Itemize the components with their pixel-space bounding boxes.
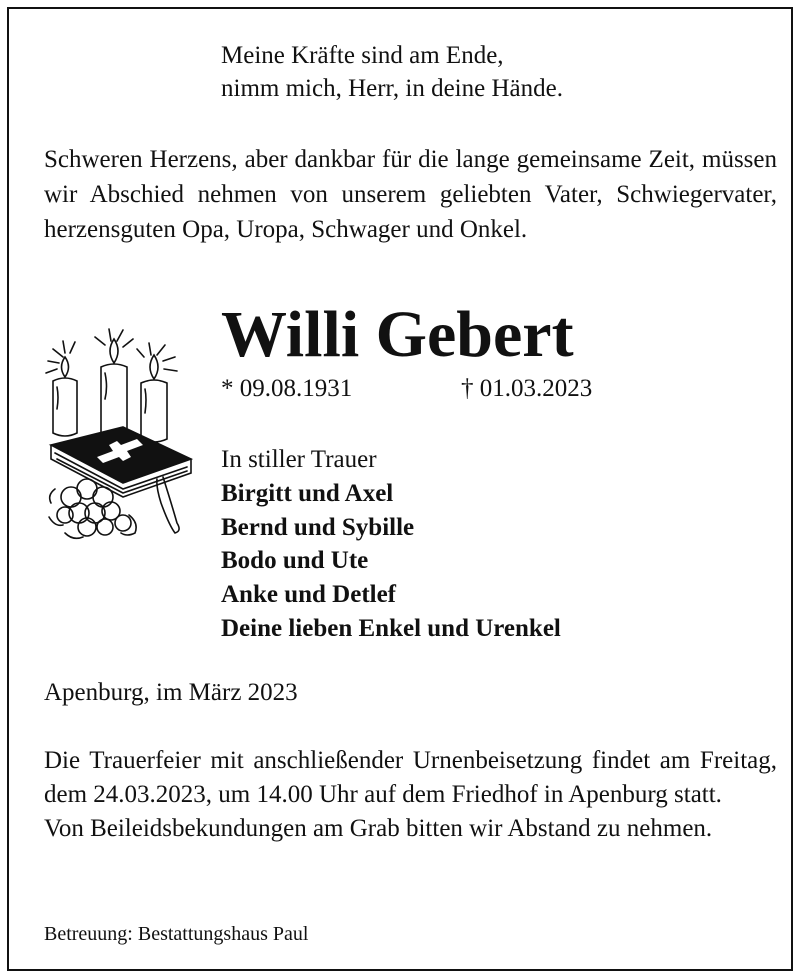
mourner-name: Bernd und Sybille <box>221 513 415 541</box>
verse <box>221 39 563 105</box>
death-date: † 01.03.2023 <box>461 375 593 402</box>
service-paragraph: Die Trauerfeier mit anschließender Urnenbeisetzung findet am Freitag, dem 24.03.2023, um 14.00 Uhr auf dem Friedhof in Apenburg statt. <box>44 747 777 808</box>
mourner-name: Anke und Detlef <box>221 581 397 609</box>
service-info <box>44 744 777 846</box>
intro-text: Schweren Herzens, aber dankbar für die lange gemeinsame Zeit, müssen wir Abschied nehmen von unserem geliebten Vater, Schwiegervater, herzensguten Opa, Uropa, Schwager und Onkel. <box>44 146 777 243</box>
mourner-name: Bodo und Ute <box>221 547 369 575</box>
candles-bible-cross-flowers-icon <box>43 327 203 543</box>
flame-icon <box>110 339 118 363</box>
mourner-name: Birgitt und Axel <box>221 479 394 507</box>
flowers-icon <box>49 479 136 538</box>
deceased-name: Willi Gebert <box>221 298 574 371</box>
verse-line-2: nimm mich, Herr, in deine Hände. <box>221 75 563 102</box>
funeral-home-credit: Betreuung: Bestattungshaus Paul <box>44 923 309 945</box>
verse-line-1: Meine Kräfte sind am Ende, <box>221 42 504 69</box>
bookmark-ribbon-icon <box>157 477 179 533</box>
place-date: Apenburg, im März 2023 <box>44 679 298 706</box>
condolence-paragraph: Von Beileidsbekundungen am Grab bitten wir Abstand zu nehmen. <box>44 815 713 842</box>
mourner-name: Deine lieben Enkel und Urenkel <box>221 614 561 642</box>
mourners-heading: In stiller Trauer <box>221 446 377 473</box>
flame-icon <box>62 357 69 377</box>
flame-icon <box>150 355 158 379</box>
birth-date: * 09.08.1931 <box>221 375 353 402</box>
mourners-block <box>221 443 561 646</box>
obituary-frame <box>7 7 793 971</box>
